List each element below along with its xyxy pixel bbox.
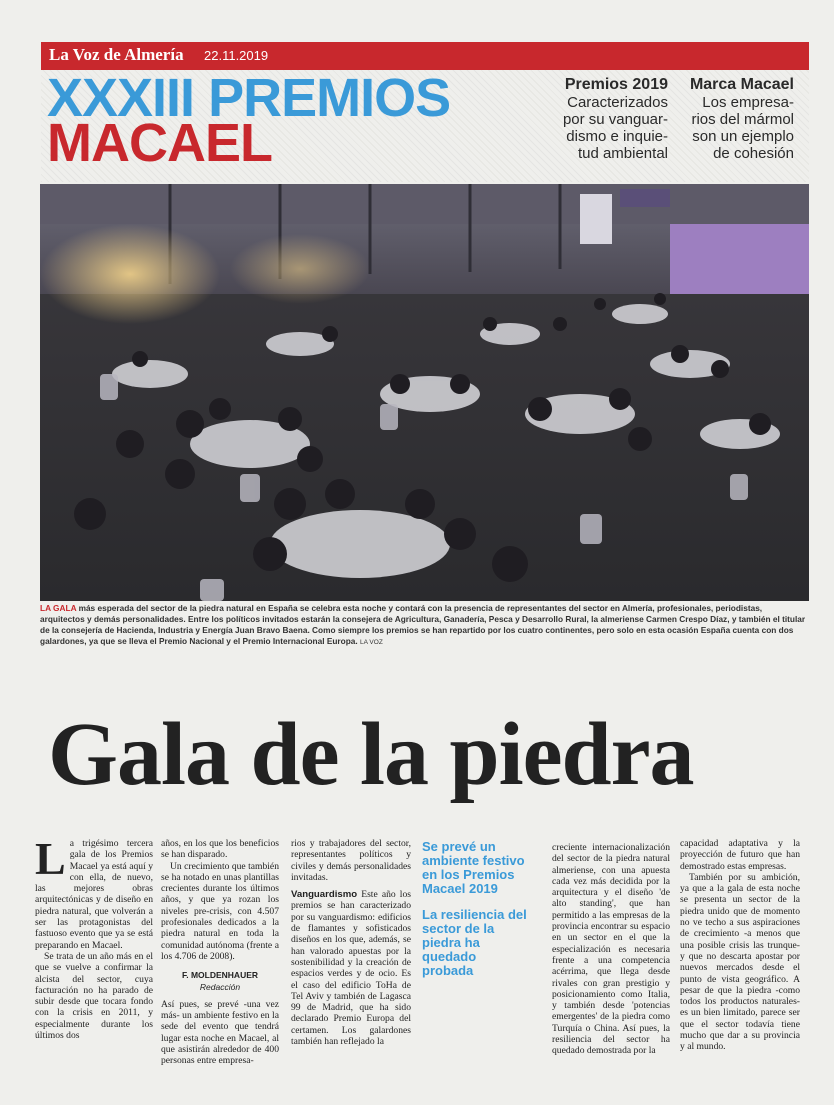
photo-credit: LA VOZ bbox=[360, 639, 383, 646]
caption-text: más esperada del sector de la piedra natural en España se celebra esta noche y contará con la presencia de representantes del sector en Almería, profesionales, periodistas, arquitectos y demás personalidades. Entre los políticos invitados estarán la consejera de Agricultura, Ganadería, Pesca y Desarrollo Rural, la almeriense Carmen Crespo Díaz, y también el titular de la consejería de Hacienda, Industria y Energía Juan Bravo Baena. Como siempre los premios se han repartido por los cuatro continentes, pero solo en esta ocasión España cuenta con dos galardones, ya que se lleva el Premio Nacional y el Premio Internacional Europa. bbox=[40, 603, 806, 646]
article-paragraph: creciente internacionalización del sector de la piedra natural almeriense, con una apuesta cada vez más decidida por la arquitectura y el diseño 'de alto standing', que han permitido a las empresas de la provincia encontrar su espacio en un sector en el que la especialización es necesaria frente a una competencia acérrima, que llega desde rivales con gran prestigio y posicionamiento como Italia, y también desde 'potencias emergentes' de la piedra como Turquía o China. Así pues, la resiliencia del sector ha quedado demostrada por la bbox=[552, 842, 670, 1057]
publication-date: 22.11.2019 bbox=[204, 48, 269, 63]
article-column-2 bbox=[161, 838, 279, 1067]
gala-hall-illustration bbox=[40, 184, 809, 601]
article-paragraph: rios y trabajadores del sector, representantes políticos y civiles y demás personalidades invitadas. bbox=[291, 838, 411, 883]
article-paragraph: años, en los que los beneficios se han disparado. bbox=[161, 838, 279, 861]
promo-line: de cohesión bbox=[713, 145, 794, 162]
drop-cap: L bbox=[35, 833, 66, 884]
pull-quote: La resiliencia del sector de la piedra ha quedado probada bbox=[422, 907, 527, 978]
byline-author: F. MOLDENHAUER bbox=[181, 970, 259, 981]
paragraph-text: a trigésimo tercera gala de los Premios Macael ya está aquí y con ella, de nuevo, las mejores obras arquitectónicas y de diseño en piedra natural, que volverán a ser las protagonistas del fastuoso evento que ya se está preparando en Macael. bbox=[35, 838, 153, 951]
caption-lead: LA GALA bbox=[40, 603, 77, 613]
publication-bar bbox=[41, 42, 809, 70]
byline bbox=[161, 970, 279, 993]
section-title-line2: MACAEL bbox=[47, 113, 272, 173]
publication-name: La Voz de Almería bbox=[49, 45, 184, 64]
subheading: Vanguardismo bbox=[291, 889, 358, 901]
byline-role: Redacción bbox=[199, 981, 241, 992]
promo-line: son un ejemplo bbox=[692, 128, 794, 145]
photo-caption bbox=[40, 603, 809, 648]
promo-line: tud ambiental bbox=[577, 145, 668, 162]
article-paragraph bbox=[291, 889, 411, 1047]
section-title-line1: XXXIII PREMIOS bbox=[47, 68, 451, 128]
promo-heading: Marca Macael bbox=[689, 76, 794, 93]
promo-line: rios del mármol bbox=[691, 111, 794, 128]
promo-line: Los empresa- bbox=[702, 94, 794, 111]
promo-line: dismo e inquie- bbox=[566, 128, 668, 145]
article-paragraph: También por su ambición, ya que a la gala de esta noche se presenta un sector de la piedra unido que de momento no ve techo a sus aspiraciones de crecimiento -a menos que una posible crisis las trunque- y que no descarta apostar por nuevos mercados desde el punto de vista geográfico. A pesar de que la piedra -como todos los productos naturales- es un bien limitado, parece ser que el sector todavía tiene mucho que dar a su provincia y al mundo. bbox=[680, 871, 800, 1053]
article-paragraph bbox=[35, 833, 153, 951]
article-column-3 bbox=[291, 838, 411, 1047]
article-column-1 bbox=[35, 833, 153, 1042]
article-headline: Gala de la piedra bbox=[48, 705, 694, 804]
promo-premios-2019 bbox=[548, 76, 668, 162]
article-column-5 bbox=[552, 842, 670, 1057]
promo-marca-macael bbox=[672, 76, 794, 162]
promo-line: Caracterizados bbox=[567, 94, 668, 111]
article-paragraph: capacidad adaptativa y la proyección de futuro que han demostrado estas empresas. bbox=[680, 838, 800, 872]
article-paragraph: Se trata de un año más en el que se vuelve a confirmar la alcista del sector, cuya facturación no ha parado de subir desde que tocara fondo con la crisis en 2011, y especialmente durante los últimos dos bbox=[35, 950, 153, 1042]
article-column-6 bbox=[680, 838, 800, 1053]
article-paragraph: Así pues, se prevé -una vez más- un ambiente festivo en la sede del evento que tendrá lugar esta noche en Macael, al que asistirán alrededor de 400 personas entre empresa- bbox=[161, 998, 279, 1067]
article-paragraph: Un crecimiento que también se ha notado en unas plantillas crecientes durante los últimos años, y que ya rozan los niveles pre-crisis, con 4.507 profesionales dedicados a la piedra natural en toda la comunidad autónoma (frente a los 4.706 de 2008). bbox=[161, 860, 279, 962]
promo-line: por su vanguar- bbox=[562, 111, 668, 128]
promo-heading: Premios 2019 bbox=[564, 76, 668, 93]
paragraph-text: Este año los premios se han caracterizado por su vanguardismo: edificios de flamantes y sofisticados diseños en los que, además, se han valorado apuestas por la sostenibilidad y la creación de espacios verdes y de ocio. Es el caso del edificio ToHa de Tel Aviv y también de Lagasca 99 de Madrid, que ha sido declarado Premio Europa del certamen. Los galardones también han reflejado la bbox=[291, 889, 411, 1048]
pull-quote: Se prevé un ambiente festivo en los Premios Macael 2019 bbox=[422, 839, 525, 896]
gala-photo bbox=[40, 184, 809, 601]
pull-quotes bbox=[422, 840, 530, 978]
